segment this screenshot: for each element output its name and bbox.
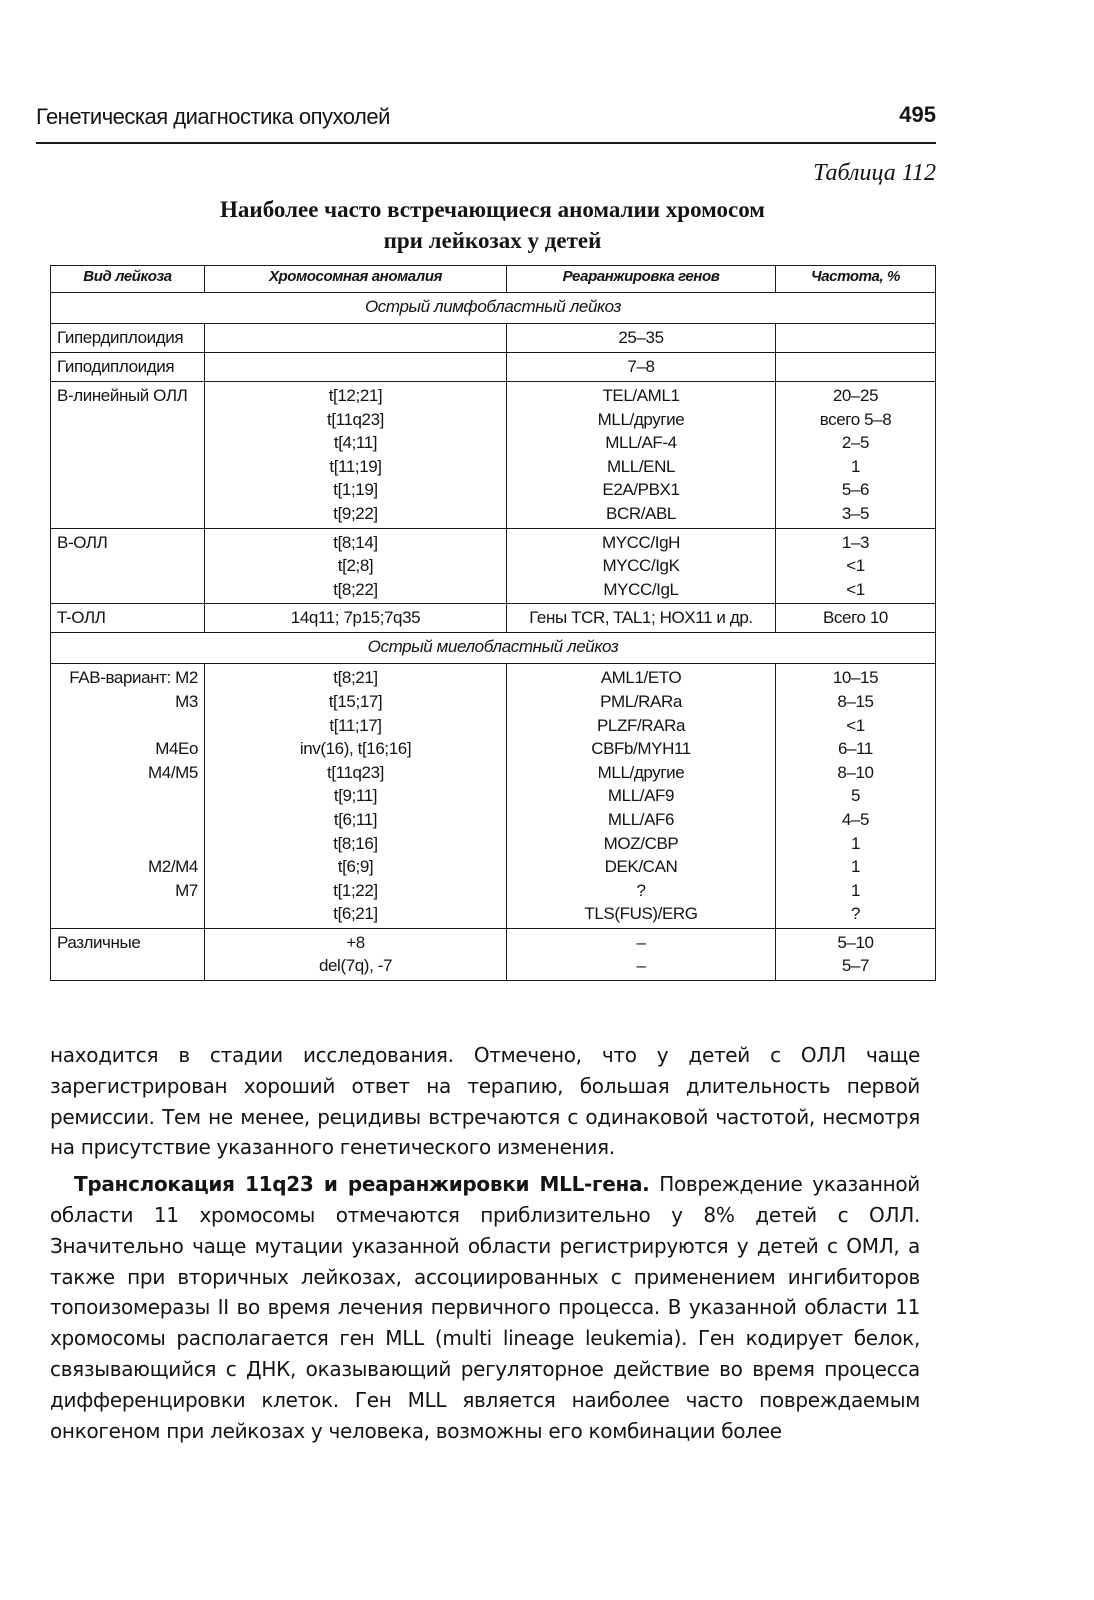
body-text: [50, 1040, 920, 1446]
freq-line: <1: [846, 579, 865, 599]
anomaly-line: t[11q23]: [327, 409, 384, 429]
cell-frequency: [776, 528, 936, 604]
freq-line: 5: [850, 786, 861, 806]
anomaly-line: t[4;11]: [333, 433, 378, 453]
anomaly-line: t[11q23]: [327, 762, 384, 782]
running-head: [36, 98, 936, 144]
table-row: [51, 604, 936, 633]
rearr-line: DEK/CAN: [604, 857, 678, 877]
cell-kind: [51, 664, 205, 929]
paragraph-1: находится в стадии исследования. Отмечено, что у детей с ОЛЛ чаще зарегистрирован хороший ответ на терапию, большая длительность первой ремиссии. Тем не менее, рецидивы встречаются с одинаковой частотой, несмотря на присутствие указанного генетического изменения.: [50, 1043, 920, 1160]
section-row-all: [51, 293, 936, 324]
freq-line: 10–15: [832, 668, 879, 688]
rearr-line: AML1/ETO: [600, 668, 682, 688]
cell-kind: [51, 928, 205, 980]
kind-line: FAB-вариант: M2: [69, 668, 198, 688]
header-frequency: Частота, %: [776, 266, 936, 293]
anomaly-line: t[11;17]: [329, 715, 382, 735]
rearr-line: MLL/AF-4: [605, 433, 677, 453]
table-label: Таблица 112: [813, 160, 936, 186]
freq-line: 8–15: [837, 691, 874, 711]
rearr-line: E2A/PBX1: [602, 480, 680, 500]
cell-rearrangement: [507, 664, 776, 929]
freq-line: 5–7: [841, 956, 870, 976]
kind-line: [57, 714, 198, 738]
freq-line: 1: [850, 880, 861, 900]
page-number: 495: [899, 102, 936, 127]
rearr-line: PML/RARa: [600, 691, 682, 711]
anomaly-line: t[11;19]: [329, 456, 382, 476]
cell-anomaly: [205, 353, 507, 382]
table-row: [51, 528, 936, 604]
freq-line: 1: [850, 833, 861, 853]
freq-line: ?: [850, 904, 861, 924]
rearr-line: MLL/другие: [597, 762, 685, 782]
table-row: [51, 664, 936, 929]
cell-frequency: [776, 382, 936, 529]
table-title: [50, 194, 935, 256]
cell-anomaly: [205, 528, 507, 604]
cell-kind: T-ОЛЛ: [51, 604, 205, 633]
anomaly-line: t[2;8]: [337, 556, 374, 576]
running-title: Генетическая диагностика опухолей: [36, 104, 390, 129]
table-header-row: [51, 266, 936, 293]
anomaly-line: t[9;11]: [333, 786, 378, 806]
section-title: Острый миелобластный лейкоз: [51, 633, 936, 664]
rearr-line: MLL/AF9: [607, 786, 675, 806]
cell-rearrangement: 25–35: [507, 324, 776, 353]
kind-line: M2/M4: [148, 857, 198, 877]
rearr-line: MLL/ENL: [606, 456, 676, 476]
kind-line: M7: [175, 880, 198, 900]
section-title: Острый лимфобластный лейкоз: [51, 293, 936, 324]
freq-line: 1: [850, 456, 861, 476]
freq-line: 2–5: [841, 433, 870, 453]
freq-line: 5–10: [837, 932, 874, 952]
rearr-line: CBFb/MYH11: [591, 739, 691, 759]
rearr-line: PLZF/RARa: [596, 715, 686, 735]
cell-rearrangement: [507, 528, 776, 604]
anomaly-line: +8: [346, 932, 365, 952]
rearr-line: MLL/другие: [597, 409, 685, 429]
anomaly-line: t[8;21]: [333, 668, 378, 688]
table-title-line-1: Наиболее часто встречающиеся аномалии хромосом: [220, 197, 765, 222]
anomaly-line: t[6;21]: [333, 904, 378, 924]
kind-line: M3: [175, 691, 198, 711]
rearr-line: MYCC/IgL: [603, 579, 679, 599]
rearr-line: ?: [636, 880, 646, 900]
cell-kind: Гиподиплоидия: [51, 353, 205, 382]
freq-line: 8–10: [837, 762, 874, 782]
cell-kind: [51, 382, 205, 529]
kind-line: [57, 808, 198, 832]
anomaly-line: t[8;16]: [333, 833, 378, 853]
cell-rearrangement: [507, 928, 776, 980]
rearr-line: MLL/AF6: [607, 809, 675, 829]
anomaly-line: t[9;22]: [333, 503, 378, 523]
rearr-line: TEL/AML1: [602, 386, 680, 405]
section-row-aml: [51, 633, 936, 664]
anomaly-line: t[1;22]: [333, 880, 378, 900]
kind-line: B-линейный ОЛЛ: [57, 386, 188, 405]
cell-rearrangement: Гены TCR, TAL1; HOX11 и др.: [507, 604, 776, 633]
cell-anomaly: [205, 664, 507, 929]
cell-kind: Гипердиплоидия: [51, 324, 205, 353]
cell-anomaly: [205, 928, 507, 980]
rearr-line: –: [636, 932, 646, 952]
header-leukemia-type: Вид лейкоза: [51, 266, 205, 293]
rearr-line: MOZ/CBP: [603, 833, 679, 853]
anomaly-line: t[1;19]: [333, 480, 378, 500]
anomaly-line: t[6;9]: [337, 857, 374, 877]
cell-anomaly: 14q11; 7p15;7q35: [205, 604, 507, 633]
paragraph-2-heading: Транслокация 11q23 и реаранжировки MLL-гена.: [74, 1172, 650, 1197]
kind-line: M4Eo: [155, 739, 198, 759]
kind-line: [57, 784, 198, 808]
header-gene-rearrangement: Реаранжировка генов: [507, 266, 776, 293]
cell-frequency: [776, 928, 936, 980]
kind-line: [57, 832, 198, 856]
header-chromosome-anomaly: Хромосомная аномалия: [205, 266, 507, 293]
cell-anomaly: [205, 382, 507, 529]
paragraph-2-text: Повреждение указанной области 11 хромосомы отмечаются приблизительно у 8% детей с ОЛЛ. Значительно чаще мутации указанной области регистрируются у детей с ОМЛ, а также при вторичных лейкозах, ассоциированных с применением ингибиторов топоизомеразы II во время лечения первичного процесса. В указанной области 11 хромосомы располагается ген MLL (multi lineage leukemia). Ген кодирует белок, связывающийся с ДНК, оказывающий регуляторное действие во время процесса дифференцировки клеток. Ген MLL является наиболее часто повреждаемым онкогеном при лейкозах у человека, возможны его комбинации более: [50, 1172, 920, 1443]
table-row: [51, 324, 936, 353]
paragraph-2: [50, 1169, 920, 1446]
anomaly-line: t[8;22]: [333, 579, 378, 599]
cell-frequency: [776, 353, 936, 382]
cell-frequency: Всего 10: [776, 604, 936, 633]
table-title-line-2: при лейкозах у детей: [383, 228, 602, 253]
rearr-line: MYCC/IgK: [602, 556, 680, 576]
leukemia-anomalies-table: [50, 265, 936, 981]
cell-rearrangement: [507, 382, 776, 529]
freq-line: <1: [846, 715, 865, 735]
table-row: [51, 382, 936, 529]
freq-line: 20–25: [832, 386, 879, 405]
freq-line: <1: [846, 556, 865, 576]
freq-line: 6–11: [838, 739, 873, 759]
kind-line: Различные: [57, 932, 141, 952]
freq-line: 5–6: [841, 480, 870, 500]
rearr-line: TLS(FUS)/ERG: [584, 904, 698, 924]
anomaly-line: inv(16), t[16;16]: [299, 739, 412, 759]
table-row: [51, 353, 936, 382]
rearr-line: BCR/ABL: [606, 503, 676, 523]
freq-line: всего 5–8: [819, 409, 892, 429]
cell-frequency: [776, 324, 936, 353]
cell-anomaly: [205, 324, 507, 353]
freq-line: 1–3: [841, 532, 870, 552]
anomaly-line: t[15;17]: [328, 691, 383, 711]
kind-line: B-ОЛЛ: [57, 532, 108, 552]
freq-line: 4–5: [841, 809, 870, 829]
cell-rearrangement: 7–8: [507, 353, 776, 382]
cell-kind: [51, 528, 205, 604]
anomaly-line: t[12;21]: [328, 386, 383, 405]
rearr-line: –: [636, 956, 646, 976]
freq-line: 3–5: [841, 503, 870, 523]
kind-line: [57, 902, 198, 926]
rearr-line: MYCC/IgH: [601, 532, 681, 552]
table-row: [51, 928, 936, 980]
anomaly-line: t[8;14]: [333, 532, 378, 552]
freq-line: 1: [850, 857, 861, 877]
cell-frequency: [776, 664, 936, 929]
anomaly-line: del(7q), -7: [318, 956, 393, 976]
anomaly-line: t[6;11]: [333, 809, 378, 829]
kind-line: M4/M5: [148, 762, 198, 782]
